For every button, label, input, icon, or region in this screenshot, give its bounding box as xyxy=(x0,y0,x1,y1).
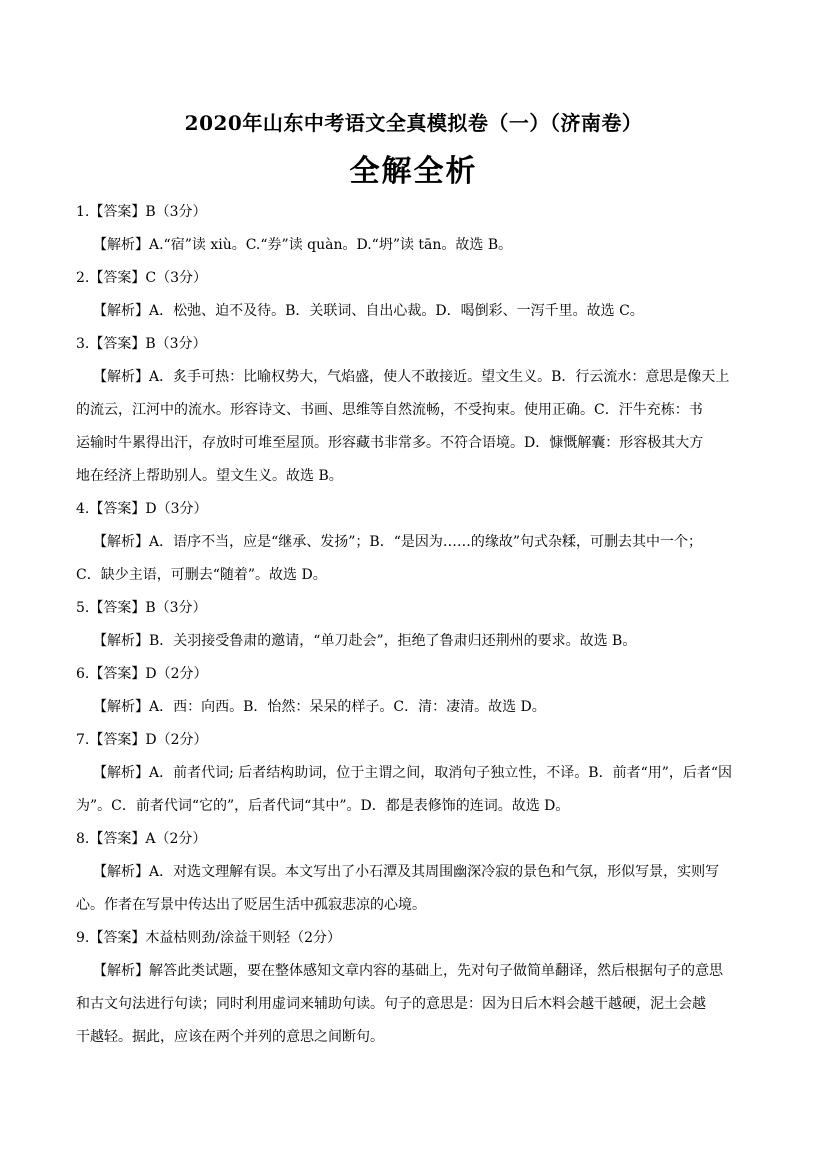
explanation-line: 【解析】A．炙手可热：比喻权势大，气焰盛，使人不敢接近。望文生义。B．行云流水：意思是像天上 xyxy=(93,369,730,385)
explanation-line: C．缺少主语，可删去“随着”。故选 D。 xyxy=(76,567,327,583)
answer-line: 9.【答案】木益枯则劲/涂益干则轻（2分） xyxy=(76,930,341,946)
answer-list xyxy=(76,196,752,1054)
explanation-line: 的流云，江河中的流水。形容诗文、书画、思维等自然流畅，不受拘束。使用正确。C．汗牛充栋：书 xyxy=(76,402,703,418)
answer-line: 5.【答案】B（3分） xyxy=(76,600,207,616)
explanation-line: 地在经济上帮助别人。望文生义。故选 B。 xyxy=(76,468,343,484)
explanation-line: 【解析】A．松弛、迫不及待。B．关联词、自出心裁。D．喝倒彩、一泻千里。故选 C。 xyxy=(93,303,644,319)
answer-line: 7.【答案】D（2分） xyxy=(76,732,208,748)
answer-item-1 xyxy=(76,196,752,262)
answer-item-7 xyxy=(76,724,752,823)
answer-item-6 xyxy=(76,658,752,724)
answer-line: 3.【答案】B（3分） xyxy=(76,336,207,352)
answer-item-9 xyxy=(76,922,752,1054)
answer-line: 1.【答案】B（3分） xyxy=(76,204,207,220)
answer-item-5 xyxy=(76,592,752,658)
answer-line: 8.【答案】A（2分） xyxy=(76,831,207,847)
explanation-line: 和古文句法进行句读；同时利用虚词来辅助句读。句子的意思是：因为日后木料会越干越硬，泥土会越 xyxy=(76,996,706,1012)
answer-item-4 xyxy=(76,493,752,592)
answer-item-3 xyxy=(76,328,752,493)
explanation-line: 【解析】A.“宿”读 xiù。C.“券”读 quàn。D.“坍”读 tān。故选 B。 xyxy=(93,237,513,253)
explanation-line: 【解析】B．关羽接受鲁肃的邀请，“单刀赴会”，拒绝了鲁肃归还荆州的要求。故选 B。 xyxy=(93,633,637,649)
document-subtitle: 全解全析 xyxy=(349,154,478,189)
explanation-line: 干越轻。据此，应该在两个并列的意思之间断句。 xyxy=(76,1029,384,1045)
document-title: 2020年山东中考语文全真模拟卷（一）（济南卷） xyxy=(184,111,643,135)
answer-line: 2.【答案】C（3分） xyxy=(76,270,207,286)
explanation-line: 【解析】A．西：向西。B．怡然：呆呆的样子。C．清：凄清。故选 D。 xyxy=(93,699,546,715)
explanation-line: 【解析】A．语序不当，应是“继承、发扬”；B．“是因为……的缘故”句式杂糅，可删去其中一个； xyxy=(93,534,703,550)
answer-line: 4.【答案】D（3分） xyxy=(76,501,208,517)
explanation-line: 心。作者在写景中传达出了贬居生活中孤寂悲凉的心境。 xyxy=(76,897,426,913)
explanation-line: 【解析】A．前者代词; 后者结构助词，位于主谓之间，取消句子独立性，不译。B．前者“用”，后者“因 xyxy=(93,765,733,781)
answer-item-8 xyxy=(76,823,752,922)
explanation-line: 【解析】A．对选文理解有误。本文写出了小石潭及其周围幽深冷寂的景色和气氛，形似写景，实则写 xyxy=(93,864,720,880)
explanation-line: 为”。C．前者代词“它的”，后者代词“其中”。D．都是表修饰的连词。故选 D。 xyxy=(76,798,570,814)
explanation-line: 【解析】解答此类试题，要在整体感知文章内容的基础上，先对句子做简单翻译，然后根据句子的意思 xyxy=(93,963,723,979)
answer-line: 6.【答案】D（2分） xyxy=(76,666,208,682)
explanation-line: 运输时牛累得出汗，存放时可堆至屋顶。形容藏书非常多。不符合语境。D．慷慨解囊：形容极其大方 xyxy=(76,435,704,451)
answer-item-2 xyxy=(76,262,752,328)
